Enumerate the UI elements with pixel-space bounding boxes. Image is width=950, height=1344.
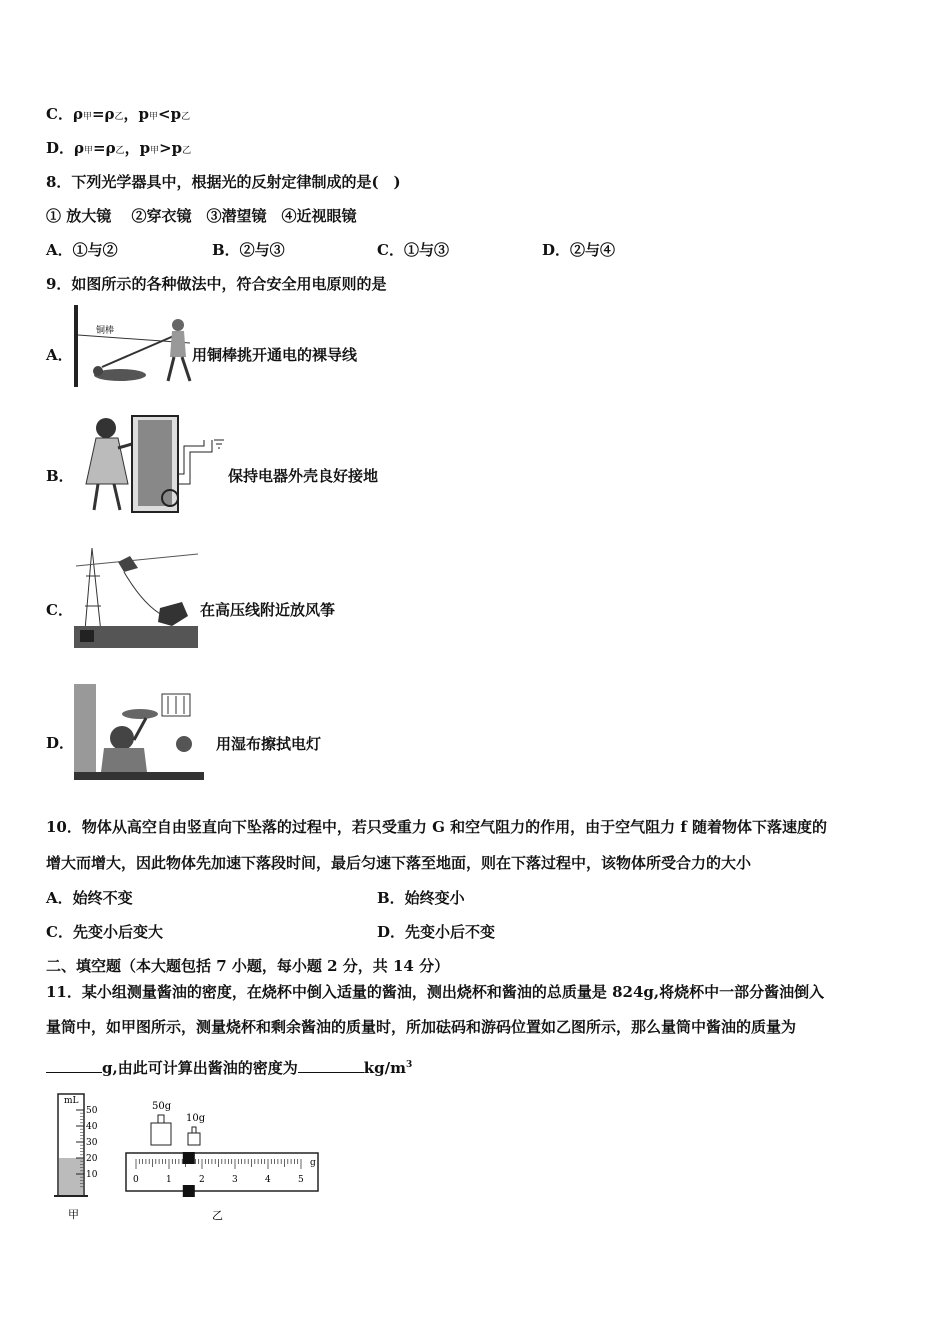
- scale-tick-label: 4: [265, 1175, 271, 1185]
- q9-option-d-text: 用湿布擦拭电灯: [216, 735, 322, 753]
- cylinder-unit: mL: [64, 1096, 79, 1106]
- q11-stem-line1: 11．某小组测量酱油的密度，在烧杯中倒入适量的酱油，测出烧杯和酱油的总质量是 824g,将烧杯中一部分酱油倒入: [46, 983, 825, 1001]
- cylinder-tick-label: 10: [86, 1170, 98, 1180]
- wet-cloth-lamp-illustration: [74, 684, 204, 780]
- cylinder-tick-label: 20: [86, 1154, 98, 1164]
- q9-option-d-letter: D．: [46, 734, 75, 752]
- scale-tick-label: 1: [166, 1175, 172, 1185]
- q9-option-c-letter: C．: [46, 601, 73, 619]
- cylinder-tick-label: 50: [86, 1106, 98, 1116]
- q8-option-c: C．①与③: [377, 241, 449, 259]
- q10-option-d: D．先变小后不变: [377, 923, 496, 941]
- graduated-cylinder: [52, 1090, 112, 1220]
- rider-top: [183, 1152, 195, 1164]
- kite-near-powerline-illustration: [74, 546, 198, 648]
- scale-tick-label: 2: [199, 1175, 205, 1185]
- q9-option-a-letter: A．: [46, 346, 73, 364]
- answer-blank-density[interactable]: [298, 1058, 364, 1073]
- scale-tick-label: 3: [232, 1175, 238, 1185]
- cylinder-tick-label: 40: [86, 1122, 98, 1132]
- q10-option-b: B．始终变小: [377, 889, 465, 907]
- balance-scale: [122, 1095, 327, 1225]
- copper-rod-label: 铜棒: [96, 326, 115, 336]
- q10-stem-line1: 10．物体从高空自由竖直向下坠落的过程中，若只受重力 G 和空气阻力的作用，由于空气阻力 f 随着物体下落速度的: [46, 818, 828, 836]
- section-title: 二、填空题（本大题包括 7 小题，每小题 2 分，共 14 分）: [46, 957, 450, 975]
- q10-option-a: A．始终不变: [46, 889, 133, 907]
- copper-rod-illustration: [72, 305, 194, 387]
- scale-unit: g: [310, 1158, 316, 1168]
- q9-option-b-text: 保持电器外壳良好接地: [228, 467, 379, 485]
- q10-option-c: C．先变小后变大: [46, 923, 163, 941]
- q7-option-d: D．ρ甲=ρ乙，p甲>p乙: [46, 139, 192, 157]
- weight-10g: [188, 1133, 200, 1145]
- q9-option-a-text: 用铜棒挑开通电的裸导线: [192, 346, 358, 364]
- q11-stem-line3: g,由此可计算出酱油的密度为 $kg/m^3$: [46, 1055, 412, 1078]
- q9-option-b-letter: B．: [46, 467, 74, 485]
- cylinder-caption: 甲: [68, 1208, 79, 1220]
- cylinder-tick-label: 30: [86, 1138, 98, 1148]
- q10-stem-line2: 增大而增大，因此物体先加速下落段时间，最后匀速下落至地面，则在下落过程中，该物体所受合力的大小: [46, 854, 752, 872]
- q8-items: ① 放大镜 ②穿衣镜 ③潜望镜 ④近视眼镜: [46, 207, 357, 225]
- answer-blank-mass[interactable]: [46, 1058, 102, 1073]
- q8-option-d: D．②与④: [542, 241, 616, 259]
- q11-stem-line2: 量筒中，如甲图所示，测量烧杯和剩余酱油的质量时，所加砝码和游码位置如乙图所示，那么量筒中酱油的质量为: [46, 1018, 797, 1036]
- q8-option-b: B．②与③: [212, 241, 285, 259]
- cylinder-liquid: [59, 1158, 83, 1195]
- q9-stem: 9．如图所示的各种做法中，符合安全用电原则的是: [46, 275, 387, 293]
- balance-caption: 乙: [212, 1209, 223, 1222]
- q7-option-c: C．ρ甲=ρ乙，p甲<p乙: [46, 105, 191, 123]
- weight-50g: [151, 1123, 171, 1145]
- q9-option-c-text: 在高压线附近放风筝: [200, 601, 336, 619]
- scale-tick-label: 5: [298, 1175, 304, 1185]
- grounded-appliance-illustration: [72, 414, 232, 514]
- rider-bottom: [183, 1185, 195, 1197]
- weight-50g-label: 50g: [152, 1101, 172, 1112]
- scale-tick-label: 0: [133, 1175, 139, 1185]
- q8-stem: 8．下列光学器具中，根据光的反射定律制成的是( ): [46, 173, 401, 191]
- q8-option-a: A．①与②: [46, 241, 118, 259]
- weight-10g-label: 10g: [186, 1113, 206, 1124]
